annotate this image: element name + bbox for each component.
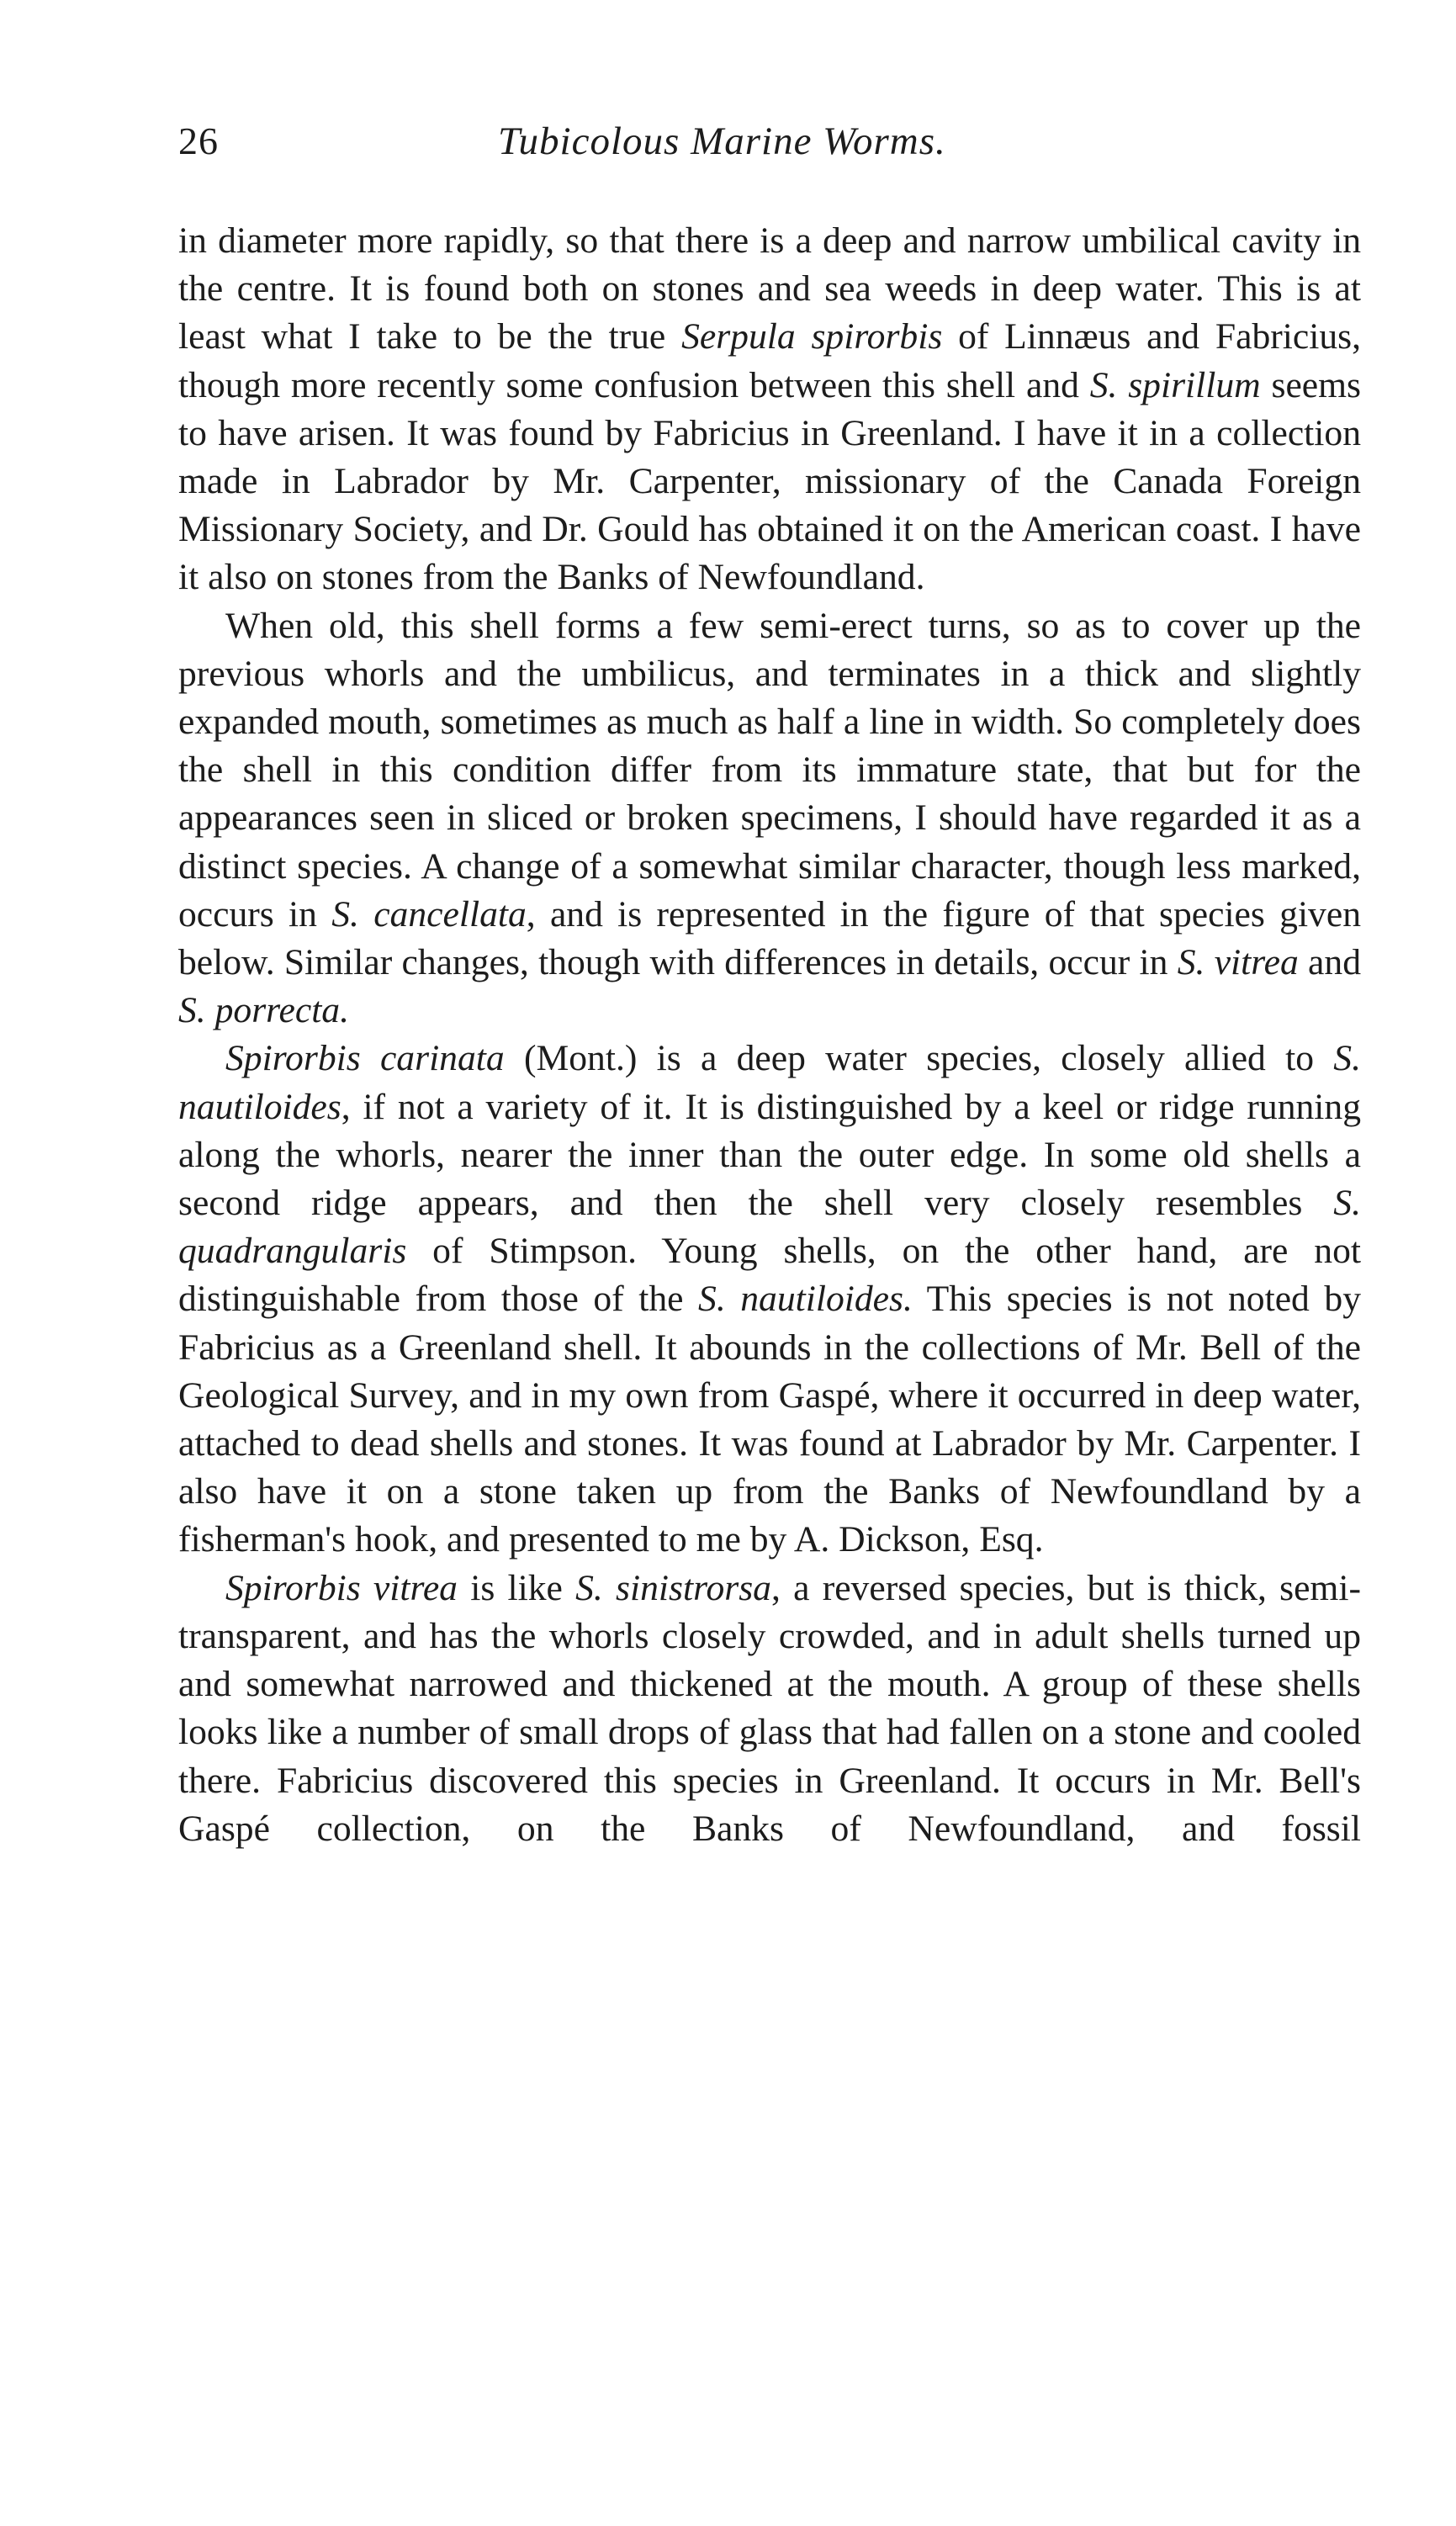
p2-italic-3: S. porrecta. xyxy=(178,990,350,1031)
p2-italic-2: S. vitrea xyxy=(1177,942,1299,983)
p3-italic-4: S. nautiloides. xyxy=(698,1279,913,1320)
p3-text-4: This species is not noted by Fabricius as a Greenland shell. It abounds in the collections of Mr. Bell of the Geological Survey, and in my own from Gaspé, where it occurred in deep water, attached to dead shells and stones. It was found at Labrador by Mr. Carpenter. I also have it on a stone taken up from the Banks of Newfoundland by a fisherman's hook, and presented to me by A. Dickson, Esq. xyxy=(178,1279,1361,1560)
p3-italic-1: Spirorbis carinata xyxy=(225,1038,505,1079)
p2-text-2: , and is represented in the figure of that species given below. Similar changes, though with differences in details, occur in xyxy=(178,893,1361,983)
p3-italic-3: S. quadrangularis xyxy=(178,1183,1361,1272)
page-header xyxy=(178,118,1356,185)
paragraph-1 xyxy=(178,217,1361,602)
p1-text-2: of Linnæus and Fabricius, though more recently some confusion between this shell and xyxy=(178,316,1361,405)
p3-text-3: of Stimpson. Young shells, on the other hand, are not distinguishable from those of the xyxy=(178,1231,1361,1320)
paragraph-2 xyxy=(178,602,1361,1035)
p1-text-3: seems to have arisen. It was found by Fabricius in Greenland. I have it in a collection made in Labrador by Mr. Carpenter, missionary of the Canada Foreign Missionary Society, and Dr. Gould has obtained it on the American coast. I have it also on stones from the Banks of Newfoundland. xyxy=(178,364,1362,598)
body-text xyxy=(178,217,1361,1853)
running-title: Tubicolous Marine Worms. xyxy=(498,119,946,163)
p3-text-1: (Mont.) is a deep water species, closely allied to xyxy=(504,1038,1334,1079)
page-number: 26 xyxy=(178,119,219,162)
p4-text-2: , a reversed species, but is thick, semi-transparent, and has the whorls closely crowded, and in adult shells turned up and somewhat narrowed and thickened at the mouth. A group of these shells looks like a number of small drops of glass that had fallen on a stone and cooled there. Fabricius discovered this species in Greenland. It occurs in Mr. Bell's Gaspé collection, on the Banks of Newfoundland, and fossil xyxy=(178,1567,1361,1849)
p1-text-1: in diameter more rapidly, so that there is a deep and narrow umbilical cavity in the centre. It is found both on stones and sea weeds in deep water. This is at least what I take to be the true xyxy=(178,220,1361,357)
p4-italic-2: S. sinistrorsa xyxy=(575,1567,771,1608)
paragraph-3 xyxy=(178,1035,1361,1564)
p1-italic-2: S. spirillum xyxy=(1089,364,1261,405)
p2-text-1: When old, this shell forms a few semi-erect turns, so as to cover up the previous whorls and the umbilicus, and terminates in a thick and slightly expanded mouth, sometimes as much as half a line in width. So completely does the shell in this condition differ from its immature state, that but for the appearances seen in sliced or broken specimens, I should have regarded it as a distinct species. A change of a somewhat similar character, though less marked, occurs in xyxy=(178,605,1361,935)
p4-text-1: is like xyxy=(457,1567,576,1608)
p4-italic-1: Spirorbis vitrea xyxy=(225,1567,458,1608)
p3-text-2: , if not a variety of it. It is distinguished by a keel or ridge running along the whorls, nearer the inner than the outer edge. In some old shells a second ridge appears, and then the shell very closely resembles xyxy=(178,1086,1361,1224)
p2-text-3: and xyxy=(1298,942,1361,983)
paragraph-4 xyxy=(178,1565,1361,1853)
p2-italic-1: S. cancellata xyxy=(331,893,527,935)
p3-italic-2: S. nautiloides xyxy=(178,1038,1361,1127)
p1-italic-1: Serpula spirorbis xyxy=(681,316,943,357)
